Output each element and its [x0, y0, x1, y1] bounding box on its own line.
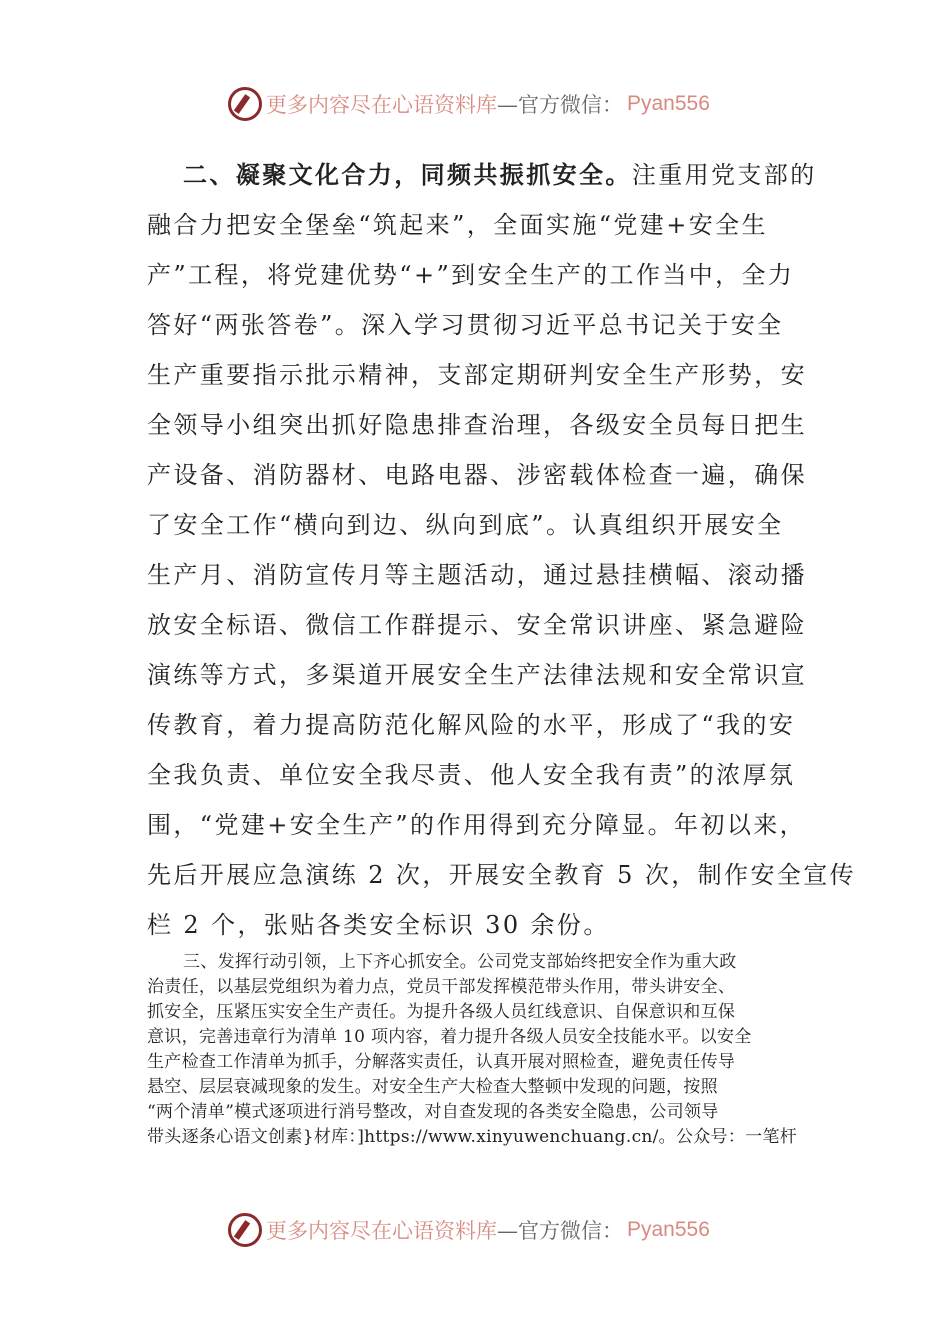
text-line: 带头逐条心语文创素}材库：]https://www.xinyuwenchuang.cn/。公众号：一笔杆	[147, 1127, 798, 1147]
text-line: 生产月、消防宣传月等主题活动，通过悬挂横幅、滚动播	[147, 561, 807, 589]
text-line: 融合力把安全堡垒“筑起来”，全面实施“党建+安全生	[147, 211, 768, 239]
text-line: 栏 2 个，张贴各类安全标识 30 余份。	[147, 911, 610, 939]
text-line: 生产重要指示批示精神，支部定期研判安全生产形势，安	[147, 361, 807, 389]
text-line: 生产检查工作清单为抓手，分解落实责任，认真开展对照检查，避免责任传导	[147, 1052, 736, 1072]
pen-logo-icon	[228, 87, 262, 121]
text-line: 答好“两张答卷”。深入学习贯彻习近平总书记关于安全	[147, 311, 784, 339]
text-line: 围，“党建+安全生产”的作用得到充分障显。年初以来，	[147, 811, 807, 839]
watermark-header: 更多内容尽在心语资料库 —官方微信： Pyan556	[228, 84, 710, 124]
section-2-heading: 二、凝聚文化合力，同频共振抓安全。	[183, 160, 632, 189]
text-line: 二、凝聚文化合力，同频共振抓安全。注重用党支部的	[183, 160, 817, 189]
text-line: 传教育，着力提高防范化解风险的水平，形成了“我的安	[147, 711, 796, 739]
text-line: 悬空、层层衰减现象的发生。对安全生产大检查大整顿中发现的问题，按照	[147, 1077, 718, 1097]
text-line: 抓安全，压紧压实安全生产责任。为提升各级人员红线意识、自保意识和互保	[147, 1002, 736, 1022]
text-line: 先后开展应急演练 2 次，开展安全教育 5 次，制作安全宣传	[147, 861, 857, 889]
watermark-footer: 更多内容尽在心语资料库 —官方微信： Pyan556	[228, 1210, 710, 1250]
text-line: 了安全工作“横向到边、纵向到底”。认真组织开展安全	[147, 511, 784, 539]
text-line: 治责任，以基层党组织为着力点，党员干部发挥模范带头作用，带头讲安全、	[147, 977, 736, 997]
pen-logo-icon	[228, 1213, 262, 1247]
text-line: 三、发挥行动引领，上下齐心抓安全。公司党支部始终把安全作为重大政	[183, 952, 737, 972]
text-line: “两个清单”模式逐项进行消号整改，对自查发现的各类安全隐患，公司领导	[147, 1102, 719, 1122]
text-line: 产设备、消防器材、电路电器、涉密载体检查一遍，确保	[147, 461, 807, 489]
text-line: 产”工程，将党建优势“+”到安全生产的工作当中，全力	[147, 261, 795, 289]
section-3-paragraph	[147, 950, 807, 1150]
text-line: 全我负责、单位安全我尽责、他人安全我有责”的浓厚氛	[147, 761, 796, 789]
text-line: 放安全标语、微信工作群提示、安全常识讲座、紧急避险	[147, 611, 807, 639]
text-line: 演练等方式，多渠道开展安全生产法律法规和安全常识宣	[147, 661, 807, 689]
text-line: 意识，完善违章行为清单 10 项内容，着力提升各级人员安全技能水平。以安全	[147, 1027, 752, 1047]
text-line: 全领导小组突出抓好隐患排查治理，各级安全员每日把生	[147, 411, 807, 439]
section-2-paragraph	[147, 150, 857, 950]
